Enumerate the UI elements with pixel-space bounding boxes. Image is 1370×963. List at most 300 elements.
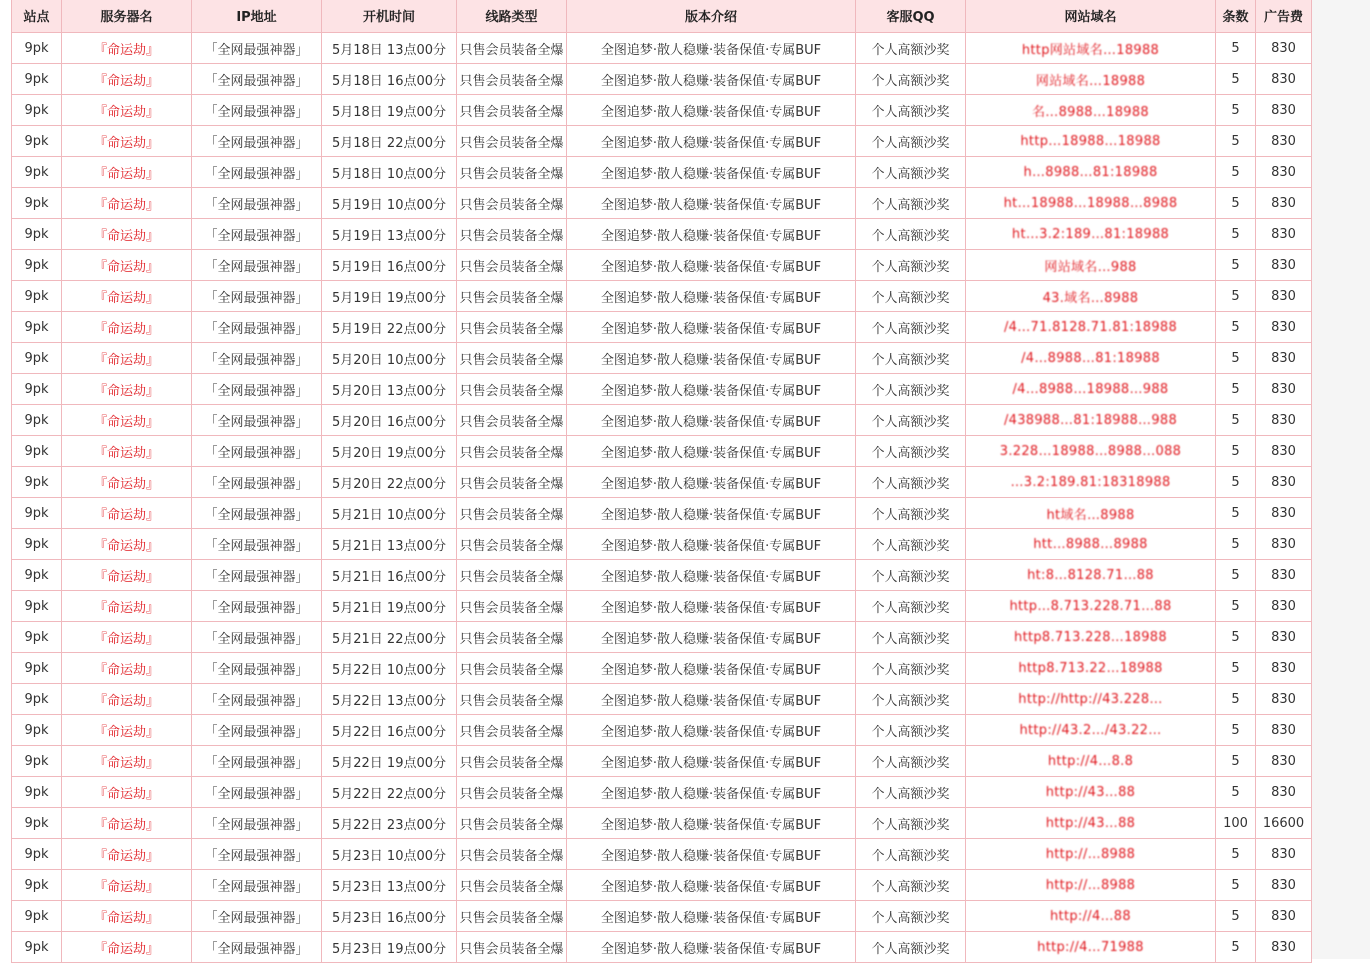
cell-count: 5 [1216,560,1256,591]
cell-open-time: 5月19日 22点00分 [322,312,457,343]
cell-website-domain[interactable] [966,932,1216,963]
cell-website-domain[interactable] [966,715,1216,746]
cell-ad-fee: 830 [1256,126,1312,157]
cell-site: 9pk [12,715,62,746]
cell-open-time: 5月18日 16点00分 [322,64,457,95]
cell-version-intro: 全图追梦·散人稳赚·装备保值·专属BUF [567,715,856,746]
cell-website-domain[interactable] [966,95,1216,126]
cell-ad-fee: 830 [1256,839,1312,870]
cell-count: 5 [1216,684,1256,715]
cell-version-intro: 全图追梦·散人稳赚·装备保值·专属BUF [567,64,856,95]
table-row [12,126,1312,157]
cell-ip-address: 「全网最强神器」 [192,157,322,188]
cell-server-name[interactable]: 『命运劫』 [62,281,192,312]
table-row [12,746,1312,777]
cell-open-time: 5月23日 19点00分 [322,932,457,963]
cell-ip-address: 「全网最强神器」 [192,33,322,64]
cell-line-type: 只售会员装备全爆 [457,374,567,405]
cell-site: 9pk [12,157,62,188]
cell-line-type: 只售会员装备全爆 [457,188,567,219]
domain-link[interactable]: ht…18988…18988…8988 [1003,195,1178,211]
header-ip-address: IP地址 [192,0,322,33]
table-row [12,188,1312,219]
cell-ad-fee: 830 [1256,653,1312,684]
cell-ad-fee: 830 [1256,188,1312,219]
cell-ip-address: 「全网最强神器」 [192,622,322,653]
domain-link[interactable]: ht…3.2:189…81:18988 [1011,226,1170,242]
cell-line-type: 只售会员装备全爆 [457,901,567,932]
cell-support-qq: 个人高额沙奖 [856,808,966,839]
cell-site: 9pk [12,312,62,343]
cell-server-name[interactable]: 『命运劫』 [62,529,192,560]
server-list-table [11,0,1312,963]
cell-ip-address: 「全网最强神器」 [192,839,322,870]
cell-line-type: 只售会员装备全爆 [457,684,567,715]
cell-ad-fee: 830 [1256,467,1312,498]
cell-support-qq: 个人高额沙奖 [856,498,966,529]
table-row [12,64,1312,95]
cell-line-type: 只售会员装备全爆 [457,33,567,64]
cell-ad-fee: 830 [1256,343,1312,374]
cell-ad-fee: 830 [1256,560,1312,591]
cell-version-intro: 全图追梦·散人稳赚·装备保值·专属BUF [567,808,856,839]
cell-server-name[interactable]: 『命运劫』 [62,498,192,529]
table-row [12,777,1312,808]
cell-line-type: 只售会员装备全爆 [457,622,567,653]
cell-ad-fee: 830 [1256,405,1312,436]
cell-ip-address: 「全网最强神器」 [192,715,322,746]
cell-version-intro: 全图追梦·散人稳赚·装备保值·专属BUF [567,343,856,374]
cell-server-name[interactable]: 『命运劫』 [62,839,192,870]
table-row [12,250,1312,281]
cell-open-time: 5月22日 10点00分 [322,653,457,684]
cell-ip-address: 「全网最强神器」 [192,343,322,374]
cell-support-qq: 个人高额沙奖 [856,33,966,64]
cell-server-name[interactable]: 『命运劫』 [62,622,192,653]
domain-link[interactable]: http://4…8.8 [1047,753,1134,769]
cell-support-qq: 个人高额沙奖 [856,560,966,591]
domain-link[interactable]: http://…8988 [1045,846,1136,862]
cell-count: 5 [1216,343,1256,374]
domain-link[interactable]: http网站域名…18988 [1021,42,1160,58]
cell-website-domain[interactable] [966,188,1216,219]
cell-support-qq: 个人高额沙奖 [856,715,966,746]
cell-server-name[interactable]: 『命运劫』 [62,746,192,777]
cell-count: 5 [1216,777,1256,808]
cell-server-name[interactable]: 『命运劫』 [62,250,192,281]
cell-server-name[interactable]: 『命运劫』 [62,436,192,467]
cell-ip-address: 「全网最强神器」 [192,374,322,405]
cell-support-qq: 个人高额沙奖 [856,777,966,808]
cell-website-domain[interactable] [966,343,1216,374]
cell-server-name[interactable]: 『命运劫』 [62,467,192,498]
cell-version-intro: 全图追梦·散人稳赚·装备保值·专属BUF [567,746,856,777]
cell-ip-address: 「全网最强神器」 [192,684,322,715]
cell-website-domain[interactable] [966,498,1216,529]
table-row [12,932,1312,963]
domain-link[interactable]: htt…8988…8988 [1033,536,1148,552]
cell-ad-fee: 830 [1256,529,1312,560]
cell-version-intro: 全图追梦·散人稳赚·装备保值·专属BUF [567,374,856,405]
cell-website-domain[interactable] [966,405,1216,436]
cell-open-time: 5月18日 22点00分 [322,126,457,157]
cell-site: 9pk [12,560,62,591]
header-ad-fee: 广告费 [1256,0,1312,33]
domain-link[interactable]: …3.2:189.81:18318988 [1010,474,1171,490]
cell-ip-address: 「全网最强神器」 [192,219,322,250]
cell-ad-fee: 830 [1256,777,1312,808]
cell-site: 9pk [12,932,62,963]
domain-link[interactable]: ht:8…8128.71…88 [1027,567,1154,583]
cell-server-name[interactable]: 『命运劫』 [62,932,192,963]
cell-open-time: 5月20日 19点00分 [322,436,457,467]
cell-server-name[interactable]: 『命运劫』 [62,653,192,684]
cell-server-name[interactable]: 『命运劫』 [62,560,192,591]
cell-open-time: 5月20日 10点00分 [322,343,457,374]
cell-server-name[interactable]: 『命运劫』 [62,870,192,901]
table-row [12,715,1312,746]
cell-support-qq: 个人高额沙奖 [856,281,966,312]
cell-line-type: 只售会员装备全爆 [457,405,567,436]
table-row [12,157,1312,188]
cell-server-name[interactable]: 『命运劫』 [62,312,192,343]
cell-line-type: 只售会员装备全爆 [457,64,567,95]
cell-ip-address: 「全网最强神器」 [192,498,322,529]
cell-server-name[interactable]: 『命运劫』 [62,591,192,622]
cell-site: 9pk [12,777,62,808]
cell-line-type: 只售会员装备全爆 [457,281,567,312]
table-row [12,870,1312,901]
cell-ip-address: 「全网最强神器」 [192,95,322,126]
domain-link[interactable]: http…8.713.228.71…88 [1009,598,1172,614]
cell-ad-fee: 830 [1256,250,1312,281]
cell-server-name[interactable]: 『命运劫』 [62,157,192,188]
cell-count: 100 [1216,808,1256,839]
domain-link[interactable]: http8.713.228…18988 [1014,629,1167,645]
header-version-intro: 版本介绍 [567,0,856,33]
cell-line-type: 只售会员装备全爆 [457,126,567,157]
cell-site: 9pk [12,95,62,126]
cell-website-domain[interactable] [966,157,1216,188]
domain-link[interactable]: http://…8988 [1045,877,1136,893]
cell-ad-fee: 830 [1256,498,1312,529]
header-site: 站点 [12,0,62,33]
cell-website-domain[interactable] [966,777,1216,808]
cell-server-name[interactable]: 『命运劫』 [62,808,192,839]
cell-website-domain[interactable] [966,33,1216,64]
cell-ad-fee: 830 [1256,281,1312,312]
cell-site: 9pk [12,591,62,622]
cell-ad-fee: 830 [1256,219,1312,250]
cell-open-time: 5月18日 13点00分 [322,33,457,64]
cell-server-name[interactable]: 『命运劫』 [62,405,192,436]
cell-website-domain[interactable] [966,312,1216,343]
domain-link[interactable]: /4…8988…18988…988 [1012,381,1169,397]
cell-line-type: 只售会员装备全爆 [457,157,567,188]
cell-version-intro: 全图追梦·散人稳赚·装备保值·专属BUF [567,498,856,529]
cell-site: 9pk [12,529,62,560]
cell-ad-fee: 16600 [1256,808,1312,839]
domain-link[interactable]: 名…8988…18988 [1031,104,1150,120]
table-row [12,343,1312,374]
cell-ad-fee: 830 [1256,95,1312,126]
cell-support-qq: 个人高额沙奖 [856,250,966,281]
cell-support-qq: 个人高额沙奖 [856,622,966,653]
table-row [12,684,1312,715]
table-row [12,467,1312,498]
cell-support-qq: 个人高额沙奖 [856,870,966,901]
cell-site: 9pk [12,250,62,281]
cell-server-name[interactable]: 『命运劫』 [62,219,192,250]
cell-server-name[interactable]: 『命运劫』 [62,374,192,405]
cell-ad-fee: 830 [1256,157,1312,188]
cell-website-domain[interactable] [966,560,1216,591]
cell-site: 9pk [12,343,62,374]
table-row [12,529,1312,560]
cell-ip-address: 「全网最强神器」 [192,932,322,963]
cell-version-intro: 全图追梦·散人稳赚·装备保值·专属BUF [567,901,856,932]
cell-website-domain[interactable] [966,64,1216,95]
cell-website-domain[interactable] [966,653,1216,684]
cell-line-type: 只售会员装备全爆 [457,343,567,374]
table-body [12,33,1312,963]
cell-open-time: 5月19日 16点00分 [322,250,457,281]
cell-site: 9pk [12,126,62,157]
cell-ad-fee: 830 [1256,746,1312,777]
header-line-type: 线路类型 [457,0,567,33]
cell-site: 9pk [12,374,62,405]
cell-line-type: 只售会员装备全爆 [457,467,567,498]
table-row [12,498,1312,529]
cell-version-intro: 全图追梦·散人稳赚·装备保值·专属BUF [567,653,856,684]
cell-server-name[interactable]: 『命运劫』 [62,343,192,374]
cell-ip-address: 「全网最强神器」 [192,870,322,901]
cell-open-time: 5月21日 13点00分 [322,529,457,560]
cell-server-name[interactable]: 『命运劫』 [62,64,192,95]
cell-ip-address: 「全网最强神器」 [192,777,322,808]
cell-open-time: 5月23日 13点00分 [322,870,457,901]
cell-server-name[interactable]: 『命运劫』 [62,777,192,808]
cell-open-time: 5月21日 19点00分 [322,591,457,622]
cell-open-time: 5月19日 13点00分 [322,219,457,250]
cell-website-domain[interactable] [966,684,1216,715]
cell-line-type: 只售会员装备全爆 [457,591,567,622]
cell-website-domain[interactable] [966,808,1216,839]
server-list-container [11,0,1311,963]
cell-website-domain[interactable] [966,901,1216,932]
cell-line-type: 只售会员装备全爆 [457,715,567,746]
cell-support-qq: 个人高额沙奖 [856,901,966,932]
cell-ip-address: 「全网最强神器」 [192,436,322,467]
domain-link[interactable]: http://http://43.228… [1018,691,1163,707]
cell-open-time: 5月20日 16点00分 [322,405,457,436]
cell-line-type: 只售会员装备全爆 [457,498,567,529]
cell-open-time: 5月22日 22点00分 [322,777,457,808]
cell-count: 5 [1216,715,1256,746]
cell-open-time: 5月22日 16点00分 [322,715,457,746]
cell-count: 5 [1216,653,1256,684]
domain-link[interactable]: /438988…81:18988…988 [1003,412,1178,428]
cell-site: 9pk [12,405,62,436]
cell-version-intro: 全图追梦·散人稳赚·装备保值·专属BUF [567,157,856,188]
cell-count: 5 [1216,498,1256,529]
domain-link[interactable]: http://4…71988 [1037,939,1144,955]
cell-version-intro: 全图追梦·散人稳赚·装备保值·专属BUF [567,250,856,281]
cell-server-name[interactable]: 『命运劫』 [62,715,192,746]
table-row [12,374,1312,405]
cell-version-intro: 全图追梦·散人稳赚·装备保值·专属BUF [567,932,856,963]
cell-support-qq: 个人高额沙奖 [856,436,966,467]
domain-link[interactable]: http8.713.22…18988 [1018,660,1163,676]
cell-ad-fee: 830 [1256,312,1312,343]
cell-count: 5 [1216,312,1256,343]
cell-count: 5 [1216,746,1256,777]
cell-support-qq: 个人高额沙奖 [856,746,966,777]
table-row [12,591,1312,622]
cell-site: 9pk [12,436,62,467]
cell-support-qq: 个人高额沙奖 [856,157,966,188]
cell-count: 5 [1216,529,1256,560]
domain-link[interactable]: /4…8988…81:18988 [1021,350,1160,366]
cell-support-qq: 个人高额沙奖 [856,343,966,374]
cell-open-time: 5月22日 13点00分 [322,684,457,715]
cell-line-type: 只售会员装备全爆 [457,250,567,281]
cell-line-type: 只售会员装备全爆 [457,312,567,343]
cell-website-domain[interactable] [966,870,1216,901]
table-row [12,622,1312,653]
table-row [12,281,1312,312]
table-row [12,219,1312,250]
cell-version-intro: 全图追梦·散人稳赚·装备保值·专属BUF [567,436,856,467]
cell-support-qq: 个人高额沙奖 [856,312,966,343]
cell-support-qq: 个人高额沙奖 [856,374,966,405]
cell-support-qq: 个人高额沙奖 [856,188,966,219]
cell-website-domain[interactable] [966,126,1216,157]
cell-site: 9pk [12,684,62,715]
cell-version-intro: 全图追梦·散人稳赚·装备保值·专属BUF [567,312,856,343]
cell-open-time: 5月23日 10点00分 [322,839,457,870]
cell-version-intro: 全图追梦·散人稳赚·装备保值·专属BUF [567,281,856,312]
domain-link[interactable]: 3.228…18988…8988…088 [999,443,1182,459]
cell-count: 5 [1216,405,1256,436]
cell-line-type: 只售会员装备全爆 [457,95,567,126]
cell-server-name[interactable]: 『命运劫』 [62,95,192,126]
cell-website-domain[interactable] [966,622,1216,653]
cell-ip-address: 「全网最强神器」 [192,64,322,95]
table-row [12,560,1312,591]
cell-ad-fee: 830 [1256,715,1312,746]
cell-support-qq: 个人高额沙奖 [856,64,966,95]
cell-server-name[interactable]: 『命运劫』 [62,126,192,157]
domain-link[interactable]: ht域名…8988 [1046,507,1135,523]
cell-ip-address: 「全网最强神器」 [192,312,322,343]
domain-link[interactable]: 网站域名…988 [1044,259,1137,275]
cell-open-time: 5月18日 19点00分 [322,95,457,126]
cell-ip-address: 「全网最强神器」 [192,560,322,591]
cell-count: 5 [1216,901,1256,932]
cell-website-domain[interactable] [966,374,1216,405]
domain-link[interactable]: http…18988…18988 [1020,133,1161,149]
cell-website-domain[interactable] [966,250,1216,281]
cell-version-intro: 全图追梦·散人稳赚·装备保值·专属BUF [567,622,856,653]
table-row [12,95,1312,126]
cell-open-time: 5月21日 22点00分 [322,622,457,653]
cell-open-time: 5月18日 10点00分 [322,157,457,188]
cell-website-domain[interactable] [966,591,1216,622]
cell-support-qq: 个人高额沙奖 [856,839,966,870]
cell-website-domain[interactable] [966,529,1216,560]
cell-support-qq: 个人高额沙奖 [856,932,966,963]
cell-ip-address: 「全网最强神器」 [192,901,322,932]
cell-website-domain[interactable] [966,436,1216,467]
cell-line-type: 只售会员装备全爆 [457,219,567,250]
domain-link[interactable]: h…8988…81:18988 [1023,164,1158,180]
cell-ip-address: 「全网最强神器」 [192,250,322,281]
cell-open-time: 5月20日 22点00分 [322,467,457,498]
cell-count: 5 [1216,188,1256,219]
cell-website-domain[interactable] [966,467,1216,498]
domain-link[interactable]: http://4…88 [1050,908,1131,924]
page-margin [1311,0,1370,959]
cell-open-time: 5月21日 16点00分 [322,560,457,591]
domain-link[interactable]: http://43.2…/43.22… [1019,722,1162,738]
header-count: 条数 [1216,0,1256,33]
cell-line-type: 只售会员装备全爆 [457,529,567,560]
domain-link[interactable]: 网站域名…18988 [1035,73,1146,89]
cell-line-type: 只售会员装备全爆 [457,560,567,591]
cell-open-time: 5月22日 19点00分 [322,746,457,777]
cell-ip-address: 「全网最强神器」 [192,808,322,839]
cell-open-time: 5月21日 10点00分 [322,498,457,529]
cell-support-qq: 个人高额沙奖 [856,126,966,157]
cell-website-domain[interactable] [966,281,1216,312]
domain-link[interactable]: /4…71.8128.71.81:18988 [1003,319,1178,335]
table-header-row [12,0,1312,33]
cell-server-name[interactable]: 『命运劫』 [62,33,192,64]
cell-site: 9pk [12,281,62,312]
cell-server-name[interactable]: 『命运劫』 [62,901,192,932]
cell-site: 9pk [12,498,62,529]
cell-site: 9pk [12,622,62,653]
cell-support-qq: 个人高额沙奖 [856,653,966,684]
cell-site: 9pk [12,653,62,684]
cell-website-domain[interactable] [966,219,1216,250]
cell-server-name[interactable]: 『命运劫』 [62,188,192,219]
cell-site: 9pk [12,839,62,870]
cell-count: 5 [1216,591,1256,622]
cell-website-domain[interactable] [966,839,1216,870]
cell-version-intro: 全图追梦·散人稳赚·装备保值·专属BUF [567,839,856,870]
cell-count: 5 [1216,33,1256,64]
table-row [12,312,1312,343]
domain-link[interactable]: 43.域名…8988 [1042,290,1139,306]
cell-ad-fee: 830 [1256,374,1312,405]
domain-link[interactable]: http://43…88 [1045,815,1136,831]
cell-open-time: 5月19日 10点00分 [322,188,457,219]
cell-version-intro: 全图追梦·散人稳赚·装备保值·专属BUF [567,870,856,901]
table-row [12,808,1312,839]
cell-ad-fee: 830 [1256,932,1312,963]
cell-website-domain[interactable] [966,746,1216,777]
cell-server-name[interactable]: 『命运劫』 [62,684,192,715]
cell-support-qq: 个人高额沙奖 [856,529,966,560]
table-row [12,901,1312,932]
domain-link[interactable]: http://43…88 [1045,784,1136,800]
cell-open-time: 5月22日 23点00分 [322,808,457,839]
cell-line-type: 只售会员装备全爆 [457,932,567,963]
cell-version-intro: 全图追梦·散人稳赚·装备保值·专属BUF [567,777,856,808]
cell-site: 9pk [12,64,62,95]
